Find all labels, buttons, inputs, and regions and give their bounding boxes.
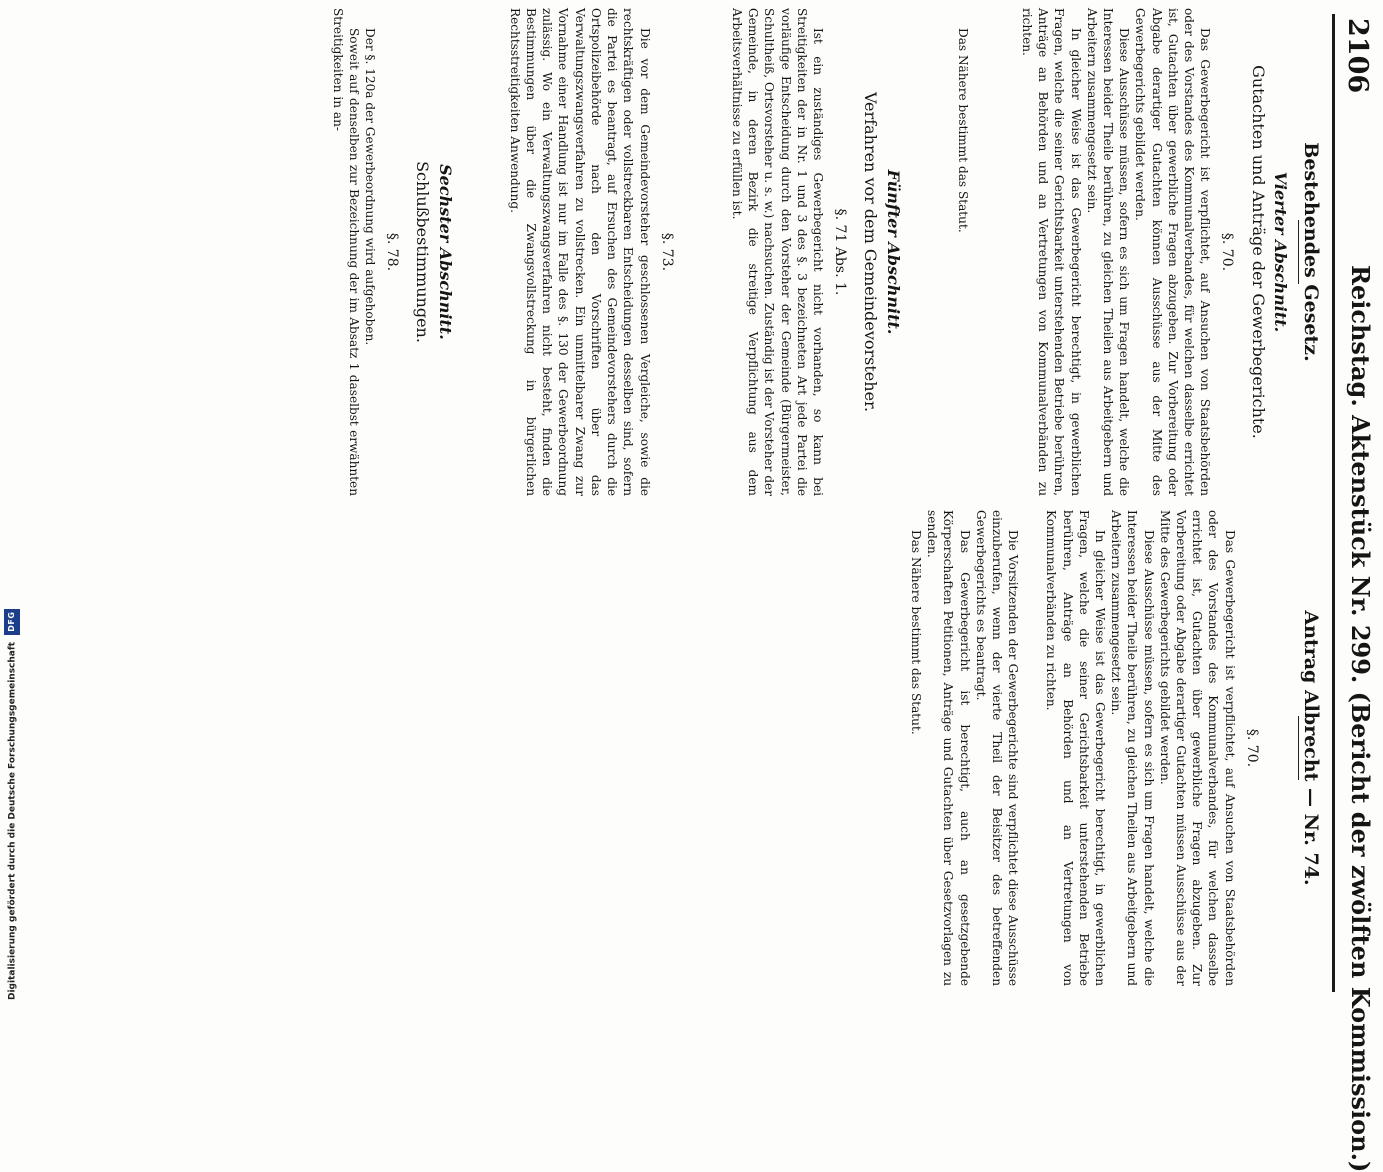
running-head: Reichstag. Aktenstück Nr. 299. (Bericht der zwölften Kommission.) bbox=[1346, 265, 1375, 1172]
right-text-3: In gleicher Weise ist das Gewerbegericht berechtigt, in gewerblichen Fragen, welche die seiner Gerichtsbarkeit unterstehenden Betriebe berühren, Anträge an Behörden und an Vertretungen von Kommunalverbänden zu richten. bbox=[1044, 510, 1107, 986]
section5-paragraph-number: §. 71 Abs. 1. bbox=[832, 208, 849, 296]
section4-subtitle: Gutachten und Anträge der Gewerbegerichte. bbox=[1248, 65, 1268, 439]
section4-paragraph-number: §. 70. bbox=[1219, 232, 1236, 272]
right-text-6: Das Nähere bestimmt das Statut. bbox=[908, 530, 923, 735]
section6-text-1: Der §. 120a der Gewerbeordnung wird aufgehoben. bbox=[363, 28, 378, 346]
digitization-note-text: Digitalisierung gefördert durch die Deutsche Forschungsgemeinschaft bbox=[7, 641, 18, 1000]
section6-title: Sechster Abschnitt. bbox=[435, 164, 455, 340]
page-number: 2106 bbox=[1342, 18, 1373, 94]
section4-title: Vierter Abschnitt. bbox=[1270, 171, 1290, 333]
left-heading-rule bbox=[1298, 220, 1299, 284]
section5-text-1: Ist ein zuständiges Gewerbegericht nicht vorhanden, so kann bei Streitigkeiten der in Nr. 1 und 3 des §. 3 bezeichneten Art jede Partei die vorläufige Entscheidung durch den Vorsteher der Gemeinde (Bürgermeister, Schultheiß, Ortsvorsteher u. s. w.) nachsuchen. Zuständig ist der Vorsteher der Gemeinde, in deren Bezirk die streitige Verpflichtung aus dem Arbeitsverhältnisse zu erfüllen ist. bbox=[729, 8, 825, 496]
section5-paragraph-number-2: §. 73. bbox=[658, 232, 675, 272]
section4-text-3: In gleicher Weise ist das Gewerbegericht berechtigt, in gewerblichen Fragen, welche die seiner Gerichtsbarkeit unterstehenden Betriebe berühren, Anträge an Behörden und an Vertretungen von Kommunalverbänden zu richten. bbox=[1019, 8, 1083, 496]
digitization-note bbox=[4, 40, 20, 1000]
section4-text-2: Diese Ausschüsse müssen, sofern es sich um Fragen handelt, welche die Interessen beider Theile berühren, zu gleichen Theilen aus Arbeitgebern und Arbeitern zusammengesetzt sein. bbox=[1084, 8, 1132, 496]
section5-subtitle: Verfahren vor dem Gemeindevorsteher. bbox=[861, 91, 881, 413]
section6-subtitle: Schlußbestimmungen. bbox=[413, 161, 433, 343]
dfg-logo: DFG bbox=[4, 609, 20, 635]
right-column-heading: Antrag Albrecht — Nr. 74. bbox=[1300, 610, 1322, 886]
right-column bbox=[908, 510, 1322, 986]
section5-title: Fünfter Abschnitt. bbox=[883, 169, 903, 335]
right-text-4: Die Vorsitzenden der Gewerbegerichte sind verpflichtet diese Ausschüsse einzuberufen, wenn der vierte Theil der Beisitzer des betreffenden Gewerbegerichts es beantragt. bbox=[973, 510, 1021, 986]
right-text-5: Das Gewerbegericht ist berechtigt, auch an gesetzgebende Körperschaften Petitionen, Anträge und Gutachten über Gesetzvorlagen zu senden. bbox=[925, 510, 972, 986]
left-column bbox=[329, 8, 1322, 496]
section5-text-2: Die vor dem Gemeindevorsteher geschlossenen Vergleiche, sowie die rechtskräftigen oder vollstreckbaren Entscheidungen desselben sind, sofern die Partei es beantragt, auf Ersuchen des Gemeindevorstehers durch die Ortspolizeibehörde nach den Vorschriften über das Verwaltungszwangsverfahren zu vollstrecken. Ein unmittelbarer Zwang zur Vornahme einer Handlung ist nur im Falle des §. 130 der Gewerbeordnung zulässig. Wo ein Verwaltungszwangsverfahren nicht besteht, finden die Bestimmungen über die Zwangsvollstreckung in bürgerlichen Rechtsstreitigkeiten Anwendung. bbox=[507, 8, 652, 496]
header-rule bbox=[1332, 14, 1335, 992]
right-heading-rule bbox=[1298, 716, 1299, 780]
right-text-1: Das Gewerbegericht ist verpflichtet, auf Ansuchen von Staatsbehörden oder des Vorstandes des Kommunalverbandes, für welchen dasselbe errichtet ist, Gutachten über gewerbliche Fragen abzugeben. Zur Vorbereitung oder Abgabe derartiger Gutachten müssen Ausschüsse aus der Mitte des Gewerbegerichts gebildet werden. bbox=[1157, 510, 1237, 986]
section4-text-1: Das Gewerbegericht ist verpflichtet, auf Ansuchen von Staatsbehörden oder des Vorstandes des Kommunalverbandes, für welchen dasselbe errichtet ist, Gutachten über gewerbliche Fragen abzugeben. Zur Vorbereitung oder Abgabe derartiger Gutachten können Ausschüsse aus der Mitte des Gewerbegerichts gebildet werden. bbox=[1133, 8, 1213, 496]
section6-paragraph-number: §. 78. bbox=[384, 232, 401, 272]
section6-text-2: Soweit auf denselben zur Bezeichnung der im Absatz 1 daselbst erwähnten Streitigkeiten in an- bbox=[330, 8, 361, 496]
right-text-2: Diese Ausschüsse müssen, sofern es sich um Fragen handelt, welche die Interessen beider Theile berühren, zu gleichen Theilen aus Arbeitgebern und Arbeitern zusammengesetzt sein. bbox=[1109, 510, 1156, 986]
left-column-heading: Bestehendes Gesetz. bbox=[1300, 142, 1322, 362]
section4-text-4: Das Nähere bestimmt das Statut. bbox=[955, 28, 970, 233]
right-paragraph-number: §. 70. bbox=[1243, 728, 1260, 768]
